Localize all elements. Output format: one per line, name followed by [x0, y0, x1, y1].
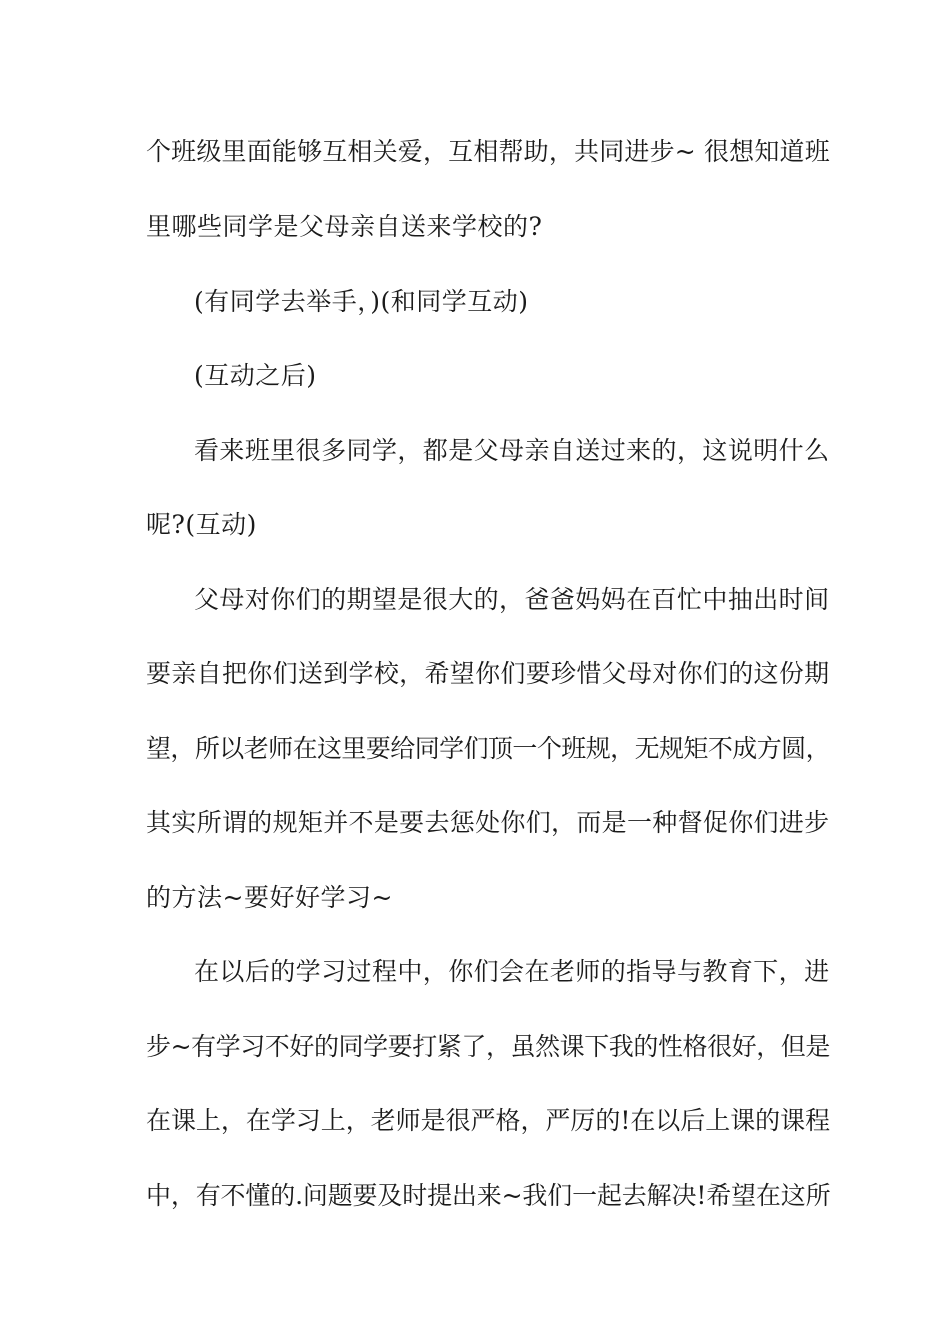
text-line: (有同学去举手，)(和同学互动): [194, 287, 529, 316]
text-line: 在以后的学习过程中，你们会在老师的指导与教育下，进: [194, 957, 830, 986]
text-line: 里哪些同学是父母亲自送来学校的?: [146, 212, 543, 241]
text-line: (互动之后): [194, 361, 317, 390]
text-line: 父母对你们的期望是很大的，爸爸妈妈在百忙中抽出时间: [194, 585, 830, 614]
text-line: 看来班里很多同学，都是父母亲自送过来的，这说明什么: [194, 436, 830, 465]
text-line: 个班级里面能够互相关爱，互相帮助，共同进步~ 很想知道班: [146, 137, 830, 166]
text-line: 的方法~要好好学习~: [146, 883, 393, 912]
text-line: 中，有不懂的.问题要及时提出来~我们一起去解决!希望在这所: [146, 1181, 831, 1210]
text-line: 步~有学习不好的同学要打紧了，虽然课下我的性格很好，但是: [146, 1032, 830, 1061]
text-line: 望，所以老师在这里要给同学们顶一个班规，无规矩不成方圆，: [146, 734, 831, 763]
text-line: 其实所谓的规矩并不是要去惩处你们，而是一种督促你们进步: [146, 808, 830, 837]
text-line: 在课上，在学习上，老师是很严格，严厉的!在以后上课的课程: [146, 1106, 831, 1135]
text-line: 要亲自把你们送到学校，希望你们要珍惜父母对你们的这份期: [146, 659, 830, 688]
text-line: 呢?(互动): [146, 510, 257, 539]
